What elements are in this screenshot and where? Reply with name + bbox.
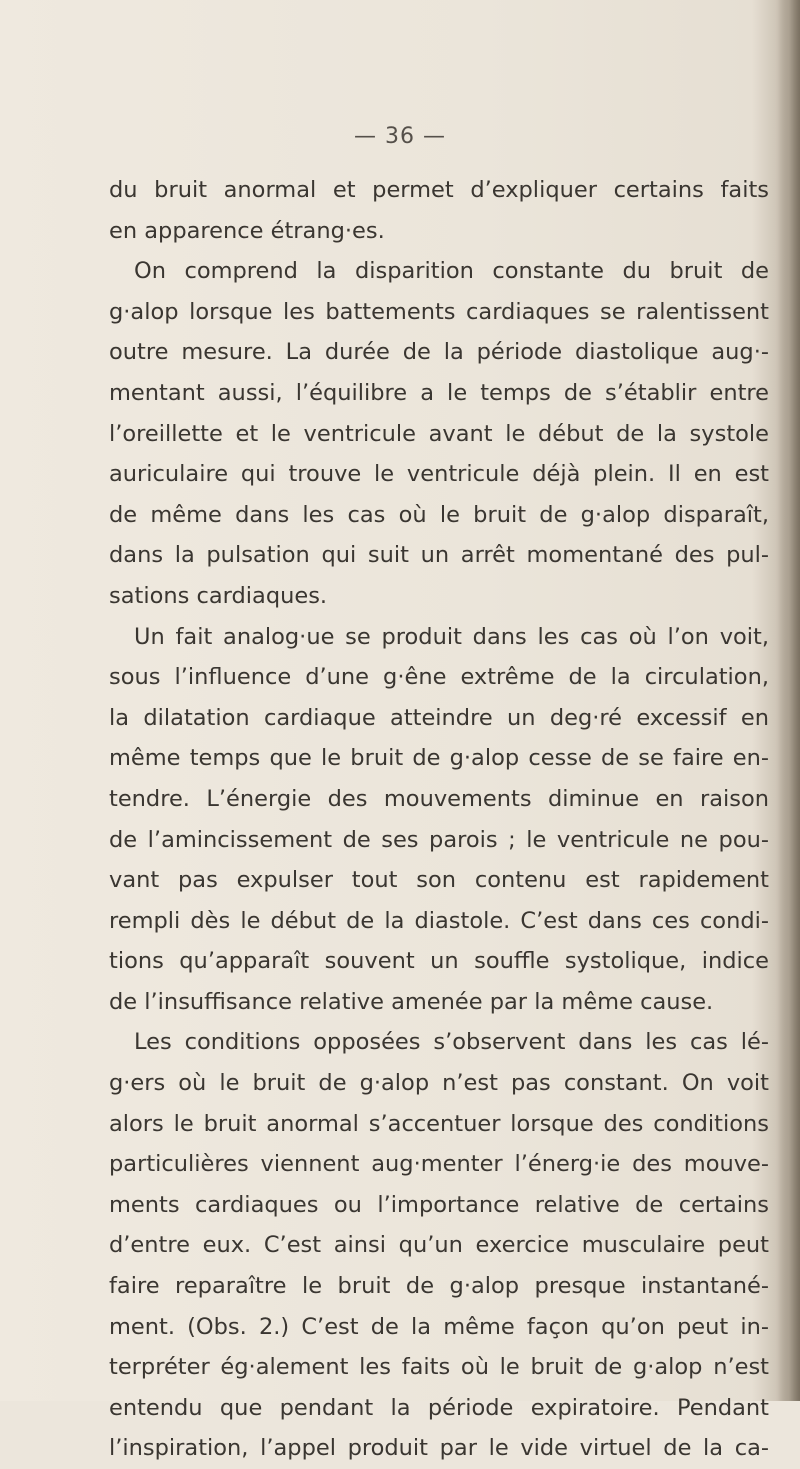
text-line: de même dans les cas où le bruit de g·alop disparaît, (109, 501, 769, 528)
text-line: tions qu’apparaît souvent un souffle systolique, indice (109, 948, 769, 975)
page-number: — 36 — (354, 124, 446, 149)
text-line: vant pas expulser tout son contenu est rapidement (109, 867, 769, 894)
text-line: l’oreillette et le ventricule avant le début de la systole (109, 420, 769, 447)
text-line: la dilatation cardiaque atteindre un deg·ré excessif en (109, 704, 769, 731)
text-line: sous l’influence d’une g·êne extrême de la circulation, (109, 664, 769, 691)
text-line: de l’amincissement de ses parois ; le ventricule ne pou- (109, 826, 769, 853)
text-line: ments cardiaques ou l’importance relative de certains (109, 1191, 769, 1218)
text-line: l’inspiration, l’appel produit par le vide virtuel de la ca- (109, 1435, 769, 1462)
page-edge-shadow (778, 0, 800, 1401)
text-line: dans la pulsation qui suit un arrêt momentané des pul- (109, 542, 769, 569)
text-line: en apparence étrang·es. (109, 217, 385, 244)
text-line: sations cardiaques. (109, 582, 328, 609)
text-line: ment. (Obs. 2.) C’est de la même façon qu’on peut in- (109, 1313, 769, 1340)
text-line: particulières viennent aug·menter l’énerg·ie des mouve- (109, 1151, 769, 1178)
text-line: alors le bruit anormal s’accentuer lorsque des conditions (109, 1110, 769, 1137)
text-line: outre mesure. La durée de la période diastolique aug·- (109, 339, 769, 366)
text-line: entendu que pendant la période expiratoire. Pendant (109, 1394, 769, 1421)
text-line: tendre. L’énergie des mouvements diminue en raison (109, 785, 769, 812)
text-line: mentant aussi, l’équilibre a le temps de s’établir entre (109, 379, 769, 406)
text-line: du bruit anormal et permet d’expliquer certains faits (109, 177, 769, 203)
text-line: faire reparaître le bruit de g·alop presque instantané- (109, 1273, 769, 1300)
text-line: terpréter ég·alement les faits où le bruit de g·alop n’est (109, 1354, 769, 1381)
text-line: même temps que le bruit de g·alop cesse de se faire en- (109, 745, 769, 772)
body-text (109, 170, 769, 1469)
paragraph-first-line: Les conditions opposées s’observent dans les cas lé- (134, 1029, 769, 1056)
text-line: de l’insuffisance relative amenée par la même cause. (109, 988, 714, 1015)
text-line: g·ers où le bruit de g·alop n’est pas constant. On voit (109, 1070, 769, 1097)
text-line: auriculaire qui trouve le ventricule déjà plein. Il en est (109, 461, 769, 488)
text-line: g·alop lorsque les battements cardiaques se ralentissent (109, 298, 769, 325)
paragraph-first-line: Un fait analog·ue se produit dans les cas où l’on voit, (134, 623, 769, 650)
text-line: d’entre eux. C’est ainsi qu’un exercice musculaire peut (109, 1232, 769, 1259)
paragraph-first-line: On comprend la disparition constante du bruit de (134, 258, 769, 285)
text-line: rempli dès le début de la diastole. C’est dans ces condi- (109, 907, 769, 934)
